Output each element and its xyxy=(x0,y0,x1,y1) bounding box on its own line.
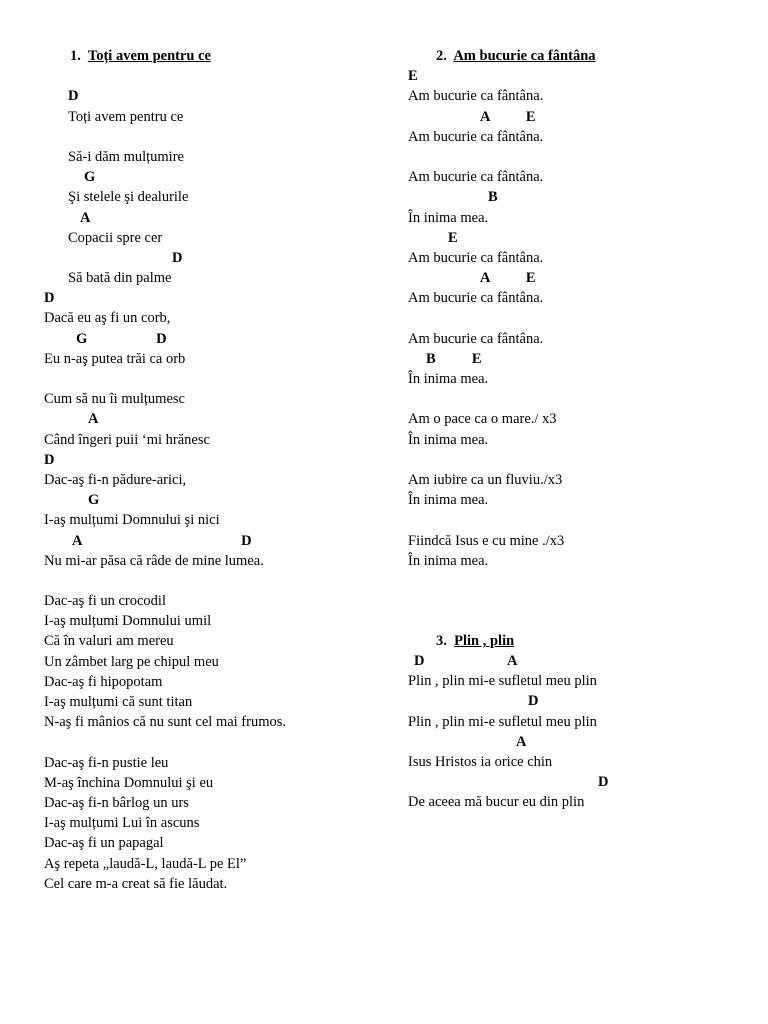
lyric-line: Dac-aş fi-n pădure-arici, xyxy=(44,471,187,488)
lyric-line: I-aş mulțumi Domnului umil xyxy=(44,613,212,630)
song-title-text: Toți avem pentru ce xyxy=(87,48,211,64)
chord-line: G xyxy=(88,492,100,509)
left-column xyxy=(44,46,384,894)
song-number: 1. xyxy=(70,48,81,64)
lyric-line: Eu n-aş putea trăi ca orb xyxy=(44,350,186,367)
chord-line: A E xyxy=(480,108,536,125)
stanza-gap xyxy=(408,389,748,409)
lyric-line: În inima mea. xyxy=(408,371,489,387)
lyric-line: Am bucurie ca fântâna. xyxy=(408,128,544,145)
song-title-text: Am bucurie ca fântâna xyxy=(453,48,596,64)
stanza-gap xyxy=(44,732,384,752)
chord-line: A D xyxy=(72,532,252,549)
lyric-line: Dac-aş fi-n pustie leu xyxy=(44,754,169,771)
lyric-line: I-aş mulțumi că sunt titan xyxy=(44,694,193,710)
lyric-line: Dacă eu aş fi un corb, xyxy=(44,310,171,327)
lyric-line: În inima mea. xyxy=(408,552,489,569)
lyric-line: Că în valuri am mereu xyxy=(44,633,174,650)
song-toti-avem xyxy=(44,46,384,894)
chord-line: D xyxy=(528,693,539,710)
lyric-line: Plin , plin mi-e sufletul meu plin xyxy=(408,713,597,730)
lyric-line: Cum să nu îi mulțumesc xyxy=(44,391,185,408)
chord-line: D xyxy=(44,451,55,468)
song-title xyxy=(44,46,384,66)
stanza-gap xyxy=(44,127,384,147)
chord-line: A xyxy=(80,209,91,226)
lyric-line: Dac-aş fi-n bârlog un urs xyxy=(44,794,189,811)
lyric-line: Să-i dăm mulțumire xyxy=(68,148,184,165)
lyric-line: Toți avem pentru ce xyxy=(68,108,184,125)
lyric-line: Cel care m-a creat să fie lăudat. xyxy=(44,875,228,892)
song-title xyxy=(408,631,748,651)
lyric-line: Am bucurie ca fântâna. xyxy=(408,330,544,347)
stanza-gap xyxy=(408,147,748,167)
chord-line: D A xyxy=(414,653,518,670)
chord-line: D xyxy=(44,290,55,307)
lyric-line: În inima mea. xyxy=(408,492,489,509)
lyric-line: N-aş fi mânios că nu sunt cel mai frumos. xyxy=(44,714,287,731)
chord-line: G D xyxy=(76,330,167,347)
chord-line: A E xyxy=(480,270,536,287)
lyric-line: De aceea mă bucur eu din plin xyxy=(408,794,585,811)
lyric-line: Am bucurie ca fântâna. xyxy=(408,249,544,266)
lyric-line: Un zâmbet larg pe chipul meu xyxy=(44,653,219,670)
chord-line: G xyxy=(84,169,96,186)
stanza-gap xyxy=(44,369,384,389)
lyric-line: În inima mea. xyxy=(408,209,489,226)
lyric-line: Dac-aş fi un papagal xyxy=(44,835,164,852)
lyric-line: I-aş mulțumi Domnului şi nici xyxy=(44,512,220,529)
lyric-line: Dac-aş fi hipopotam xyxy=(44,673,163,690)
lyric-line: Când îngeri puii ‘mi hrănesc xyxy=(44,431,210,448)
lyric-line: Plin , plin mi-e sufletul meu plin xyxy=(408,673,597,690)
right-column xyxy=(408,46,748,813)
lyric-line: I-aş mulțumi Lui în ascuns xyxy=(44,815,200,832)
chord-line: D xyxy=(598,774,609,791)
lyric-line: Şi stelele şi dealurile xyxy=(68,189,189,206)
stanza-gap xyxy=(44,66,384,86)
stanza-gap xyxy=(44,571,384,591)
lyric-line: Nu mi-ar păsa că râde de mine lumea. xyxy=(44,552,264,569)
chord-line: B xyxy=(488,189,498,206)
lyric-line: Am bucurie ca fântâna. xyxy=(408,88,544,105)
chord-line: B E xyxy=(426,350,482,367)
lyric-line: Am bucurie ca fântâna. xyxy=(408,290,544,307)
chord-line: D xyxy=(68,88,79,105)
lyric-line: Aş repeta „laudă-L, laudă-L pe El” xyxy=(44,855,247,872)
lyric-line: Am o pace ca o mare./ x3 xyxy=(408,411,557,428)
lyric-line: În inima mea. xyxy=(408,431,489,448)
chord-line: E xyxy=(408,68,418,85)
stanza-gap xyxy=(408,510,748,530)
chord-line: A xyxy=(88,411,99,428)
lyric-line: Isus Hristos ia orice chin xyxy=(408,754,553,770)
stanza-gap xyxy=(408,450,748,470)
lyric-line: Dac-aş fi un crocodil xyxy=(44,593,166,610)
lyric-line: M-aş închina Domnului şi eu xyxy=(44,774,214,791)
song-number: 3. xyxy=(436,632,447,649)
song-title-text: Plin , plin xyxy=(454,632,515,649)
stanza-gap xyxy=(408,308,748,328)
song-number: 2. xyxy=(436,48,447,64)
song-plin-plin xyxy=(408,631,748,813)
lyric-line: Am iubire ca un fluviu./x3 xyxy=(408,471,563,488)
lyric-line: Copacii spre cer xyxy=(68,229,163,246)
chord-line: D xyxy=(172,249,183,266)
lyric-line: Fiindcă Isus e cu mine ./x3 xyxy=(408,532,565,549)
lyric-line: Să bată din palme xyxy=(68,270,172,287)
chord-line: E xyxy=(448,229,458,246)
lyric-line: Am bucurie ca fântâna. xyxy=(408,169,544,186)
chord-line: A xyxy=(516,733,527,750)
song-title xyxy=(408,46,748,66)
song-am-bucurie xyxy=(408,46,748,571)
